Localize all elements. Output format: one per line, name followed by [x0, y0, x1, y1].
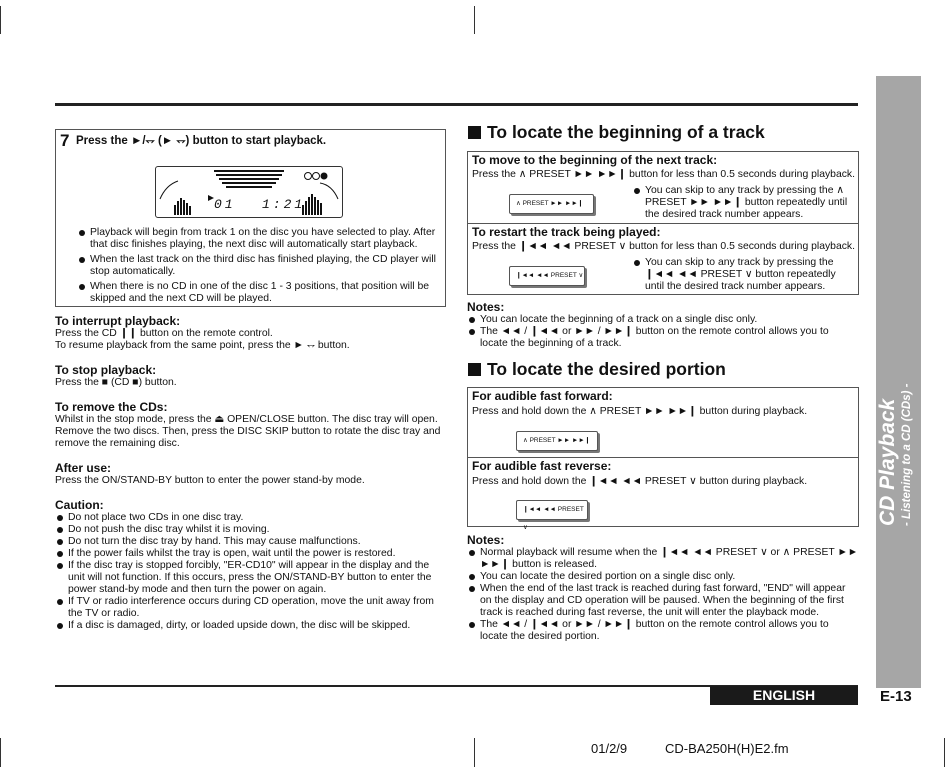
after-use-text: Press the ON/STAND-BY button to enter the power stand-by mode. [55, 475, 365, 486]
list-item: You can skip to any track by pressing the ❙◄◄ ◄◄ PRESET ∨ button repeatedly until the desired track number appears. [632, 257, 854, 293]
caution-heading: Caution: [55, 498, 104, 512]
interrupt-heading: To interrupt playback: [55, 314, 181, 328]
list-item: You can locate the desired portion on a single disc only. [467, 571, 858, 583]
side-tab-rotated [876, 383, 934, 526]
language-badge [710, 686, 858, 705]
stop-heading: To stop playback: [55, 363, 157, 377]
list-item: When the last track on the third disc has finished playing, the CD player will stop automatically. [77, 254, 439, 278]
locate-track-notes [467, 300, 858, 350]
next-track-bullets [632, 185, 854, 221]
restart-track-section [468, 224, 858, 294]
list-item: Normal playback will resume when the ❙◄◄ ◄◄ PRESET ∨ or ∧ PRESET ►► ►►❙ button is released. [467, 547, 858, 571]
list-item: The ◄◄ / ❙◄◄ or ►► / ►►❙ button on the remote control allows you to locate the desired portion. [467, 619, 858, 643]
section-side-tab [876, 76, 921, 688]
crop-mark [0, 6, 1, 34]
list-item: Do not place two CDs in one disc tray. [55, 512, 447, 524]
step-7-bullets [77, 227, 439, 305]
stop-line-1: Press the ■ (CD ■) button. [55, 377, 177, 388]
list-item: If the power fails whilst the tray is open, wait until the power is restored. [55, 548, 447, 560]
preset-up-button-illustration: ∧ PRESET ►► ►►❙ [516, 431, 598, 451]
restart-track-text: Press the ❙◄◄ ◄◄ PRESET ∨ button for less than 0.5 seconds during playback. [472, 241, 856, 252]
list-item: If a disc is damaged, dirty, or loaded upside down, the disc will be skipped. [55, 620, 447, 632]
list-item: When there is no CD in one of the disc 1 - 3 positions, that position will be skipped and the next CD will be played. [77, 281, 439, 305]
side-tab-title: CD Playback [876, 398, 899, 526]
fast-forward-heading: For audible fast forward: [472, 389, 613, 403]
list-item: If the disc tray is stopped forcibly, "ER-CD10" will appear in the display and the unit will not function. If this occurs, press the ON/STAND-BY button to enter the power stand-by mode and then turn the power on again. [55, 560, 447, 596]
interrupt-line-2: To resume playback from the same point, press the ► ⥐ button. [55, 340, 350, 351]
display-time: 1:21 [262, 197, 306, 212]
locate-track-title-text: To locate the beginning of a track [487, 122, 765, 142]
fast-forward-section [468, 388, 858, 458]
next-track-text: Press the ∧ PRESET ►► ►►❙ button for less than 0.5 seconds during playback. [472, 169, 856, 180]
display-disc-number: 01 [214, 197, 236, 212]
footer-date: 01/2/9 [591, 741, 628, 756]
notes-heading: Notes: [467, 533, 505, 547]
remove-heading: To remove the CDs: [55, 400, 168, 414]
cd-display-illustration [155, 166, 343, 218]
step-7-box [55, 129, 446, 307]
side-tab-text [876, 76, 921, 688]
top-rule [55, 103, 858, 106]
list-item: When the end of the last track is reached during fast forward, "END" will appear on the display and CD operation will be paused. When the beginning of the first track is reached during fast reverse, the unit will enter the playback mode. [467, 583, 858, 619]
caution-list [55, 512, 447, 632]
step-instruction: Press the ►/⥐ (► ⥐) button to start playback. [76, 135, 327, 147]
next-track-heading: To move to the beginning of the next track: [472, 153, 718, 167]
side-tab-subtitle: - Listening to a CD (CDs) - [901, 383, 913, 526]
fast-reverse-section [468, 458, 858, 531]
locate-portion-title [468, 359, 726, 379]
square-bullet-icon [468, 363, 481, 376]
remove-text: Whilst in the stop mode, press the ⏏ OPEN/CLOSE button. The disc tray will open. Remove the two discs. Then, press the DISC SKIP button to rotate the disc tray and remove the remaining disc. [55, 414, 441, 449]
notes-list [467, 314, 858, 350]
fast-reverse-heading: For audible fast reverse: [472, 459, 612, 473]
page-number: E-13 [880, 688, 912, 705]
restart-track-heading: To restart the track being played: [472, 225, 661, 239]
display-graphic [156, 167, 342, 217]
next-track-section [468, 152, 858, 224]
list-item: Do not turn the disc tray by hand. This may cause malfunctions. [55, 536, 447, 548]
preset-down-button-illustration: ❙◄◄ ◄◄ PRESET ∨ [516, 500, 588, 520]
fast-forward-text: Press and hold down the ∧ PRESET ►► ►►❙ button during playback. [472, 406, 808, 417]
list-item: If TV or radio interference occurs during CD operation, move the unit away from the TV or radio. [55, 596, 447, 620]
list-item: Do not push the disc tray whilst it is moving. [55, 524, 447, 536]
locate-track-box [467, 151, 859, 295]
preset-up-button-illustration: ∧ PRESET ►► ►►❙ [509, 194, 594, 214]
crop-mark [474, 738, 475, 767]
left-column [55, 314, 447, 632]
list-item: Playback will begin from track 1 on the disc you have selected to play. After that disc finishes playing, the next disc will automatically start playback. [77, 227, 439, 251]
locate-portion-notes [467, 533, 858, 643]
after-use-heading: After use: [55, 461, 112, 475]
list-item: You can skip to any track by pressing the ∧ PRESET ►► ►►❙ button repeatedly until the desired track number appears. [632, 185, 854, 221]
square-bullet-icon [468, 126, 481, 139]
footer-filename: CD-BA250H(H)E2.fm [665, 741, 789, 756]
list-item: The ◄◄ / ❙◄◄ or ►► / ►►❙ button on the remote control allows you to locate the beginning of a track. [467, 326, 858, 350]
crop-mark [944, 738, 945, 767]
preset-down-button-illustration: ❙◄◄ ◄◄ PRESET ∨ [509, 266, 585, 286]
step-number: 7 [60, 131, 70, 150]
language-label: ENGLISH [752, 687, 816, 703]
interrupt-line-1: Press the CD ❙❙ button on the remote control. [55, 328, 273, 339]
crop-mark [0, 738, 1, 767]
crop-mark [474, 6, 475, 34]
notes-list [467, 547, 858, 643]
list-item: You can locate the beginning of a track on a single disc only. [467, 314, 858, 326]
notes-heading: Notes: [467, 300, 505, 314]
fast-reverse-text: Press and hold down the ❙◄◄ ◄◄ PRESET ∨ button during playback. [472, 476, 808, 487]
restart-track-bullets [632, 257, 854, 293]
locate-portion-title-text: To locate the desired portion [487, 359, 726, 379]
locate-portion-box [467, 387, 859, 531]
locate-track-title [468, 122, 765, 142]
